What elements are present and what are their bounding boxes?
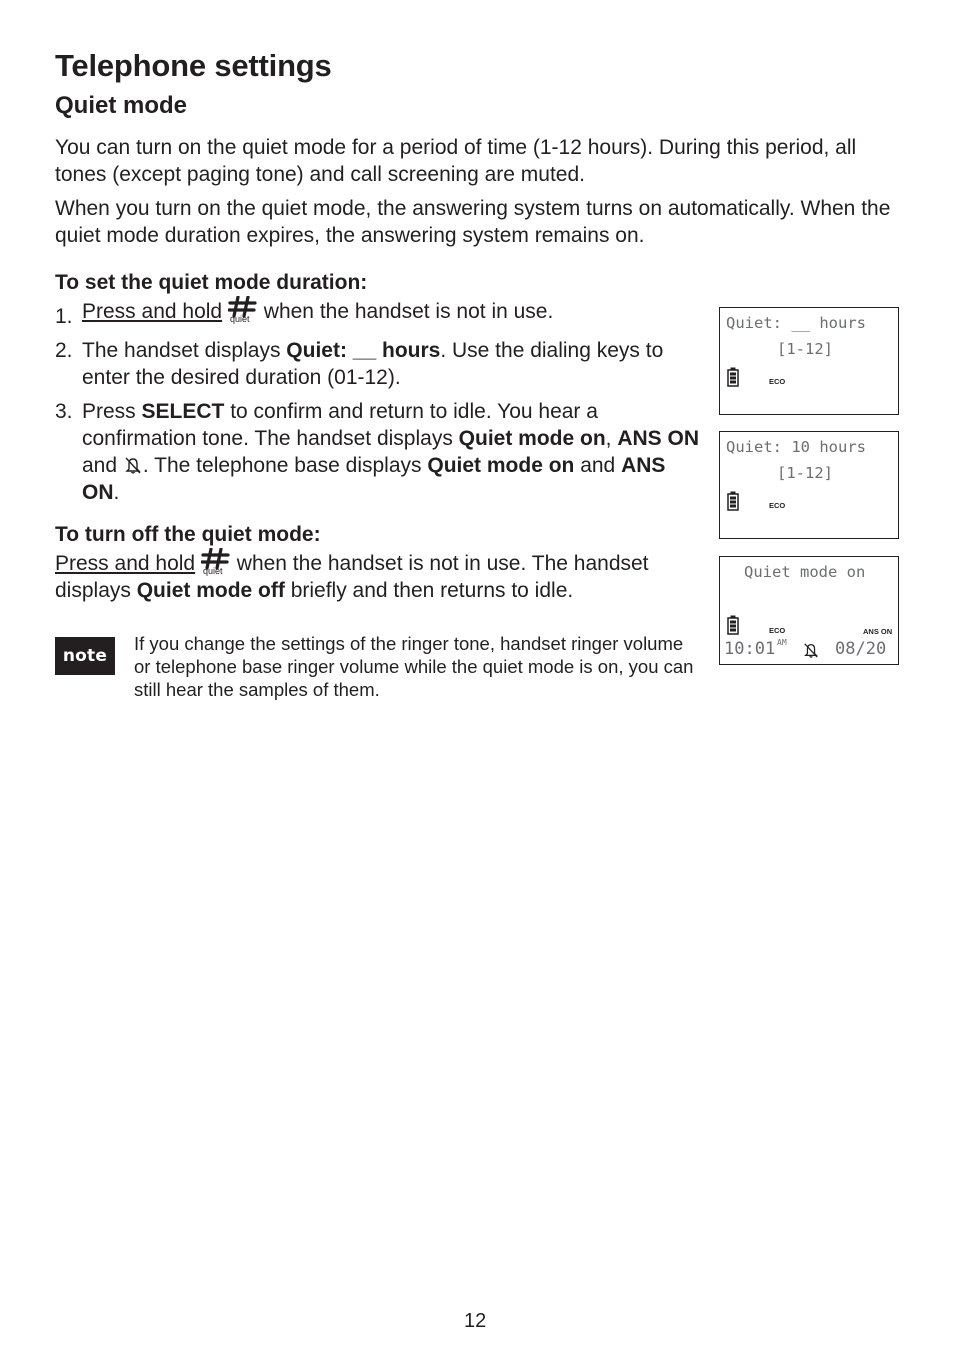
screen-line-2: [1-12] xyxy=(777,464,833,482)
eco-indicator: ECO xyxy=(769,377,786,386)
screen-date: 08/20 xyxy=(835,639,887,659)
step-number: 2. xyxy=(55,339,73,362)
screen-time: 10:01 xyxy=(724,639,776,659)
section-title: Quiet mode xyxy=(55,92,188,119)
step-number: 3. xyxy=(55,400,73,423)
battery-icon xyxy=(727,491,739,511)
screen-ampm: AM xyxy=(777,638,787,647)
handset-screen-3 xyxy=(719,556,899,665)
note-badge: note xyxy=(55,637,115,675)
handset-screen-1 xyxy=(719,307,899,415)
ringer-off-icon xyxy=(802,642,820,658)
note-text: If you change the settings of the ringer tone, handset ringer volume or telephone base ringer volume while the quiet mode is on, you can still hear the samples of them. xyxy=(134,633,694,700)
press-and-hold-link: Press and hold xyxy=(55,552,196,575)
battery-icon xyxy=(727,367,739,387)
ans-on-indicator: ANS ON xyxy=(863,627,893,636)
ringer-off-icon xyxy=(123,454,143,472)
eco-indicator: ECO xyxy=(769,626,786,635)
intro-paragraph-2: When you turn on the quiet mode, the answering system turns on automatically. When the quiet mode duration expires, the answering system remains on. xyxy=(55,197,891,247)
step-2: 2. The handset displays Quiet: __ hours. Use the dialing keys to enter the desired duration (01-12). xyxy=(55,339,664,389)
battery-icon xyxy=(727,615,739,635)
screen-line-1: Quiet mode on xyxy=(744,563,866,581)
page-number: 12 xyxy=(464,1310,487,1332)
screen-line-1: Quiet: __ hours xyxy=(726,314,866,332)
screen-line-2: [1-12] xyxy=(777,340,833,358)
turn-off-paragraph: Press and hold quiet when the handset is not in use. The handset displays Quiet mode off briefly and then returns to idle. xyxy=(55,548,700,604)
step-3: 3. Press SELECT to confirm and return to idle. You hear a confirmation tone. The handset displays Quiet mode on, ANS ON and . The telephone base displays Quiet mode on and ANS ON. xyxy=(55,400,700,504)
page-title: Telephone settings xyxy=(55,48,332,83)
screen-line-1: Quiet: 10 hours xyxy=(726,438,866,456)
step-number: 1. xyxy=(55,305,73,328)
press-and-hold-link: Press and hold xyxy=(82,300,223,323)
handset-screen-2 xyxy=(719,431,899,539)
step-1: 1. Press and hold quiet when the handset is not in use. xyxy=(55,296,700,325)
turn-off-heading: To turn off the quiet mode: xyxy=(55,523,321,546)
set-duration-heading: To set the quiet mode duration: xyxy=(55,271,368,294)
intro-paragraph-1: You can turn on the quiet mode for a period of time (1-12 hours). During this period, all tones (except paging tone) and call screening are muted. xyxy=(55,136,857,186)
hash-quiet-key-icon: quiet xyxy=(201,548,231,576)
hash-quiet-key-icon: quiet xyxy=(228,296,258,324)
eco-indicator: ECO xyxy=(769,501,786,510)
